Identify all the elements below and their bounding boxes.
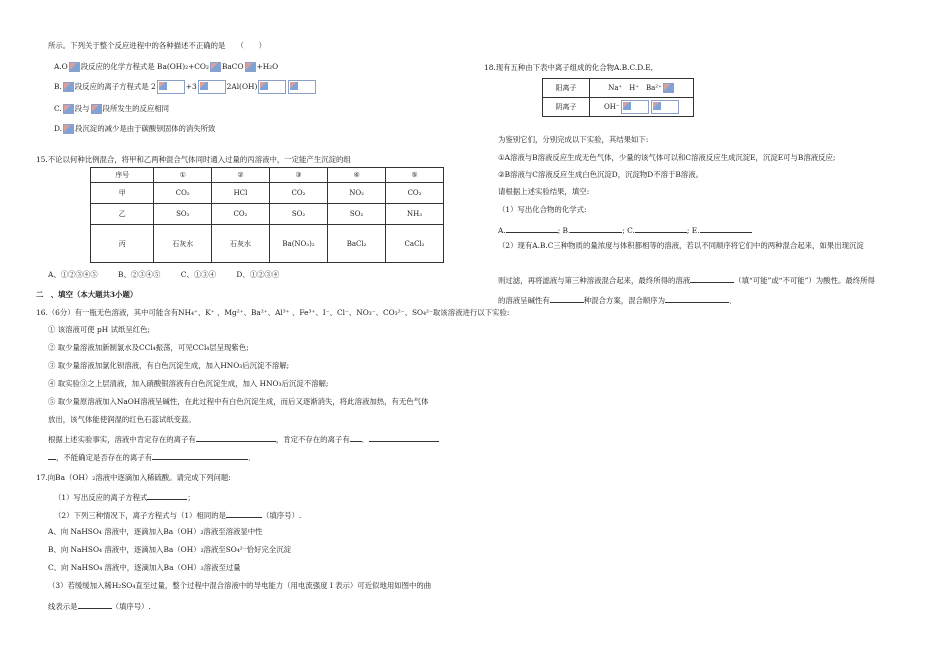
- answer-label: ; B.: [557, 226, 571, 235]
- q18-2c2-text: 种混合方案，混合顺序为: [583, 296, 666, 305]
- q16-step-4: ④ 取实验③之上层清液，加入硝酸银溶液有白色沉淀生成，加入 HNO₃后沉淀不溶解;: [48, 379, 329, 388]
- q18-ask: 请根据上述实验结果，填空:: [498, 187, 590, 196]
- table-cell: 乙: [91, 204, 154, 225]
- q14-c-pre: C.: [54, 104, 62, 113]
- q17-part-1: （1）写出反应的离子方程式 ；: [54, 493, 195, 502]
- q14-option-b: [54, 80, 317, 94]
- q14-b-pre: B.: [54, 82, 62, 91]
- q14-b-mid: 段反应的离子方程式是 2: [74, 82, 156, 91]
- table-cell: NH₃: [386, 204, 444, 225]
- q17-option-b: B、向 NaHSO₄ 溶液中，逐滴加入Ba（OH）₂溶液至SO₄²⁻恰好完全沉淀: [48, 545, 291, 554]
- answer-blank[interactable]: [350, 433, 362, 442]
- q18-result-1: ①A溶液与B溶液反应生成无色气体，少量的该气体可以和C溶液反应生成沉淀E，沉淀E可与B溶液反应;: [498, 153, 836, 162]
- q18-stem: 18.现有五种由下表中离子组成的化合物A.B.C.D.E,: [484, 63, 653, 72]
- anion-list: OH⁻: [604, 103, 620, 111]
- q14-c-mid: 段与: [74, 104, 90, 113]
- q15-option: D、①②③④: [236, 270, 280, 279]
- formula-image-icon: [69, 62, 80, 72]
- q18-intro: 为鉴别它们，分别完成以下实验，其结果如下:: [498, 135, 649, 144]
- formula-image-icon: [63, 124, 74, 134]
- section-heading: 二 、填空（本大题共3小题）: [36, 290, 138, 299]
- answer-blank[interactable]: [665, 294, 729, 303]
- answer-blank[interactable]: [152, 451, 248, 460]
- q14-option-c: [54, 104, 169, 114]
- q15-stem: 15.不论以何种比例混合，将甲和乙两种混合气体同时通入过量的丙溶液中，一定能产生沉淀的组: [36, 155, 351, 164]
- table-cell: ①: [154, 168, 212, 183]
- q14-a-end: +H₂O: [256, 62, 279, 71]
- q16-ask1: 根据上述实验事实，溶液中肯定存在的离子有: [48, 435, 196, 444]
- table-cell: SO₂: [269, 204, 327, 225]
- q14-a-post: BaCO: [221, 62, 244, 71]
- answer-blank[interactable]: [550, 294, 584, 303]
- q18-part-1: （1）写出化合物的化学式:: [498, 205, 587, 214]
- table-cell: CaCl₂: [386, 225, 444, 263]
- formula-image-icon: [91, 104, 102, 114]
- q16-step-1: ① 该溶液可使 pH 试纸呈红色;: [48, 325, 151, 334]
- table-cell: CO₂: [212, 204, 270, 225]
- q17-option-c: C、向 NaHSO₄ 溶液中，逐滴加入Ba（OH）₂溶液至过量: [48, 563, 241, 572]
- table-cell: [590, 98, 694, 117]
- formula-image-icon: [651, 100, 679, 114]
- q14-b-mid3: 2Al(OH): [226, 82, 258, 91]
- cation-list: Na⁺ H⁺ Ba²⁺: [608, 84, 662, 92]
- q14-option-d: [54, 124, 215, 134]
- answer-blank[interactable]: [700, 224, 752, 233]
- table-row: [543, 98, 694, 117]
- q16-step-5b: 放出，该气体能使润湿的红色石蕊试纸变蓝。: [48, 415, 196, 424]
- q17-2b-text: （填序号）.: [262, 511, 302, 520]
- q14-c-post: 段所发生的反应相同: [102, 104, 170, 113]
- q17-1-text: （1）写出反应的离子方程式: [54, 493, 148, 502]
- q17-3b-text: 线表示是: [48, 602, 78, 611]
- table-cell: SO₂: [328, 204, 386, 225]
- answer-blank[interactable]: [635, 224, 687, 233]
- q16-step-2: ② 取少量溶液加新制氯水及CCl₄振荡，可见CCl₄层呈现紫色;: [48, 343, 249, 352]
- q18-ion-table: [542, 78, 694, 117]
- q15-table: [90, 167, 444, 263]
- table-cell: 丙: [91, 225, 154, 263]
- table-cell: 甲: [91, 183, 154, 204]
- table-cell: Ba(NO₃)₂: [269, 225, 327, 263]
- q18-result-2: ②B溶液与C溶液反应生成白色沉淀D，沉淀物D不溶于B溶液。: [498, 170, 703, 179]
- q17-part-3: （3）若缓缓加入稀H₂SO₄直至过量，整个过程中混合溶液中的导电能力（用电流强度 I 表示）可近似地用如图中的曲: [48, 581, 432, 590]
- q16-step-3: ③ 取少量溶液加氯化钡溶液，有白色沉淀生成，加入HNO₃后沉淀不溶解;: [48, 361, 290, 370]
- formula-image-icon: [63, 104, 74, 114]
- q15-options: [48, 270, 279, 280]
- table-row: [543, 79, 694, 98]
- q18-part-2a: （2）现有A.B.C三种物质的量浓度与体积都相等的溶液，若以不同顺序将它们中的两种混合起来，如果出现沉淀: [498, 241, 864, 250]
- formula-image-icon: [245, 62, 256, 72]
- table-cell: HCl: [212, 183, 270, 204]
- answer-blank[interactable]: [147, 491, 187, 500]
- table-row: [91, 204, 444, 225]
- table-row: [91, 168, 444, 183]
- table-cell: SO₂: [154, 204, 212, 225]
- formula-image-icon: [288, 80, 316, 94]
- table-cell: CO₂: [154, 183, 212, 204]
- formula-image-icon: [198, 80, 226, 94]
- table-cell: CO₂: [269, 183, 327, 204]
- formula-image-icon: [663, 83, 674, 93]
- q17-2-text: （2）下列三种情况下，离子方程式与（1）相同的是: [54, 511, 227, 520]
- table-cell: ⑤: [386, 168, 444, 183]
- q17-part-2: [54, 509, 301, 521]
- answer-blank[interactable]: [48, 451, 56, 460]
- answer-blank[interactable]: [690, 274, 734, 283]
- formula-image-icon: [258, 80, 286, 94]
- q16-stem: 16.（6分）有一瓶无色溶液，其中可能含有NH₄⁺、K⁺ 、Mg²⁺、Ba²⁺、Al³⁺ 、Fe³⁺、I⁻、Cl⁻、NO₃⁻、CO₃²⁻、SO₄²⁻取该溶液进行以下实验:: [36, 308, 510, 317]
- q14-option-a: [54, 62, 278, 72]
- q18-part-2b: [498, 274, 875, 286]
- q14-a-pre: A.O: [54, 62, 68, 71]
- q18-part-2c: 的溶液呈碱性有 种混合方案，混合顺序为 ．: [498, 296, 737, 305]
- q17-3c-text: （填序号）.: [111, 602, 151, 611]
- answer-blank[interactable]: [226, 509, 262, 518]
- answer-label: A.: [498, 226, 506, 235]
- formula-image-icon: [621, 100, 649, 114]
- q15-option: B、②③④⑤: [118, 270, 161, 279]
- table-cell: ④: [328, 168, 386, 183]
- q17-option-a: A、向 NaHSO₄ 溶液中，逐滴加入Ba（OH）₂溶液至溶液显中性: [48, 527, 263, 536]
- table-cell: BaCl₂: [328, 225, 386, 263]
- table-cell: NO₂: [328, 183, 386, 204]
- answer-blank[interactable]: [570, 224, 622, 233]
- table-row: [91, 225, 444, 263]
- table-cell: 阳离子: [543, 79, 590, 98]
- answer-blank[interactable]: [369, 433, 439, 442]
- q16-step-5a: ⑤ 取少量原溶液加入NaOH溶液呈碱性，在此过程中有白色沉淀生成，而后又逐渐消失，将此溶液加热，有无色气体: [48, 397, 429, 406]
- q16-ask2: ，不能确定是否存在的离子有: [56, 453, 153, 462]
- q14-d-pre: D.: [54, 124, 63, 133]
- q16-ask1b: ，肯定不存在的离子有: [275, 435, 350, 444]
- table-cell: CO₂: [386, 183, 444, 204]
- table-cell: [590, 79, 694, 98]
- answer-label: ; C.: [622, 226, 635, 235]
- formula-image-icon: [63, 82, 74, 92]
- q18-part-1-answers: [498, 224, 752, 236]
- q16-question-1: 根据上述实验事实，溶液中肯定存在的离子有 ，肯定不存在的离子有 ．: [48, 433, 439, 445]
- table-cell: 阴离子: [543, 98, 590, 117]
- q16-question-2: ，不能确定是否存在的离子有 ．: [48, 451, 256, 463]
- q14-d-post: 段沉淀的减少是由于碳酸钡固体的消失所致: [75, 124, 216, 133]
- table-cell: 石灰水: [212, 225, 270, 263]
- q17-part-3b: [48, 600, 151, 612]
- answer-blank[interactable]: [196, 433, 276, 442]
- table-row: [91, 183, 444, 204]
- table-cell: ②: [212, 168, 270, 183]
- answer-blank[interactable]: [506, 224, 558, 233]
- q15-option: C、①③④: [180, 270, 217, 279]
- q14-a-mid: 段反应的化学方程式是 Ba(OH)₂+CO₂: [80, 62, 209, 71]
- formula-image-icon: [210, 62, 221, 72]
- table-cell: 序号: [91, 168, 154, 183]
- q18-2b-text: 则过滤，再将滤液与第三种溶液混合起来，最终所得的溶液: [498, 276, 691, 285]
- q14-b-mid2: +3: [185, 82, 197, 91]
- table-cell: 石灰水: [154, 225, 212, 263]
- answer-label: ; E.: [686, 226, 700, 235]
- q14-intro: 所示。下列关于整个反应进程中的各种描述不正确的是 （ ）: [48, 41, 267, 50]
- q18-2c-text: 的溶液呈碱性有: [498, 296, 550, 305]
- q18-2b2-text: （填“可能”或“不可能”）为酸性。最终所得: [734, 276, 875, 285]
- answer-blank[interactable]: [78, 600, 112, 609]
- q17-stem: 17.向Ba（OH）₂溶液中逐滴加入稀硫酸。请完成下列问题:: [36, 473, 231, 482]
- q15-option: A、①②③④⑤: [48, 270, 98, 279]
- table-cell: ③: [269, 168, 327, 183]
- formula-image-icon: [157, 80, 185, 94]
